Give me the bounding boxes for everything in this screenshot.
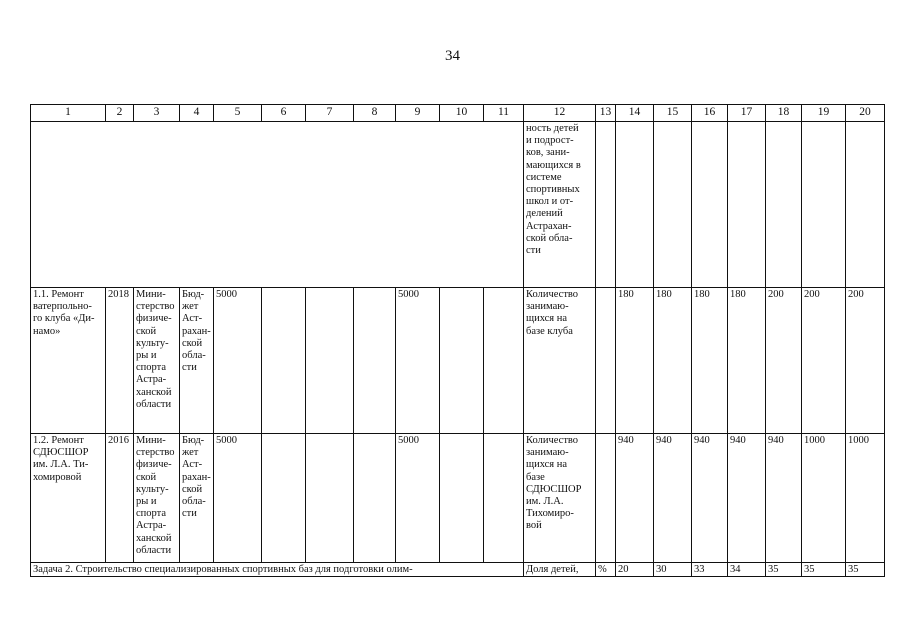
value-cell: 35: [846, 563, 885, 577]
table-cell: [484, 288, 524, 434]
amount-cell: 5000: [396, 434, 440, 563]
table-cell: [354, 288, 396, 434]
amount-cell: 5000: [214, 288, 262, 434]
indicator-cell: Количество занимаю- щихся на базе СДЮСШОР им. Л.А. Тихомиро- вой: [524, 434, 596, 563]
value-cell: 20: [616, 563, 654, 577]
table-cell: [802, 122, 846, 288]
header-cell: 20: [846, 105, 885, 122]
year-cell: 2018: [106, 288, 134, 434]
table-cell: [596, 122, 616, 288]
table-cell: [262, 434, 306, 563]
header-cell: 1: [31, 105, 106, 122]
value-cell: 940: [692, 434, 728, 563]
empty-merged-cell: [31, 122, 524, 288]
value-cell: 34: [728, 563, 766, 577]
header-cell: 9: [396, 105, 440, 122]
unit-cell: [596, 434, 616, 563]
header-cell: 11: [484, 105, 524, 122]
value-cell: 35: [802, 563, 846, 577]
header-cell: 4: [180, 105, 214, 122]
source-cell: Бюд- жет Аст- рахан- ской обла- сти: [180, 288, 214, 434]
amount-cell: 5000: [396, 288, 440, 434]
header-row: [31, 105, 885, 122]
unit-cell: [596, 288, 616, 434]
header-cell: 3: [134, 105, 180, 122]
header-cell: 16: [692, 105, 728, 122]
table-row: [31, 288, 885, 434]
table-cell: [354, 434, 396, 563]
source-cell: Бюд- жет Аст- рахан- ской обла- сти: [180, 434, 214, 563]
value-cell: 940: [616, 434, 654, 563]
header-cell: 2: [106, 105, 134, 122]
table-cell: [484, 434, 524, 563]
table-cell: [440, 288, 484, 434]
value-cell: 180: [654, 288, 692, 434]
table-cell: [306, 434, 354, 563]
table-cell: [440, 434, 484, 563]
header-cell: 18: [766, 105, 802, 122]
task-row: [31, 563, 885, 577]
value-cell: 33: [692, 563, 728, 577]
indicator-text: ность детей и подрост- ков, зани- мающихся в системе спортивных школ и от- делений Астрахан- ской обла- сти: [526, 123, 581, 257]
header-cell: 14: [616, 105, 654, 122]
header-cell: 12: [524, 105, 596, 122]
value-cell: 180: [692, 288, 728, 434]
value-cell: 200: [802, 288, 846, 434]
value-cell: 940: [654, 434, 692, 563]
table-cell: [692, 122, 728, 288]
continuation-row: [31, 122, 885, 288]
table-cell: [616, 122, 654, 288]
table-cell: [766, 122, 802, 288]
program-table: [30, 104, 885, 577]
indicator-cell: Доля детей,: [524, 563, 596, 577]
task-title-cell: Задача 2. Строительство специализированных спортивных баз для подготовки олим-: [31, 563, 524, 577]
header-cell: 17: [728, 105, 766, 122]
table-cell: [306, 288, 354, 434]
indicator-cell: [524, 122, 596, 288]
value-cell: 200: [766, 288, 802, 434]
value-cell: 30: [654, 563, 692, 577]
header-cell: 19: [802, 105, 846, 122]
page-number: 34: [445, 48, 460, 64]
header-cell: 8: [354, 105, 396, 122]
indicator-cell: Количество занимаю- щихся на базе клуба: [524, 288, 596, 434]
header-cell: 5: [214, 105, 262, 122]
value-cell: 200: [846, 288, 885, 434]
value-cell: 940: [728, 434, 766, 563]
value-cell: 35: [766, 563, 802, 577]
header-cell: 6: [262, 105, 306, 122]
unit-cell: %: [596, 563, 616, 577]
header-cell: 10: [440, 105, 484, 122]
executor-cell: Мини- стерство физиче- ской культу- ры и спорта Астра- ханской области: [134, 434, 180, 563]
value-cell: 1000: [846, 434, 885, 563]
header-cell: 15: [654, 105, 692, 122]
header-cell: 7: [306, 105, 354, 122]
value-cell: 1000: [802, 434, 846, 563]
value-cell: 180: [728, 288, 766, 434]
table-cell: [728, 122, 766, 288]
measure-name-cell: 1.2. Ремонт СДЮСШОР им. Л.А. Ти- хомировой: [31, 434, 106, 563]
executor-cell: Мини- стерство физиче- ской культу- ры и спорта Астра- ханской области: [134, 288, 180, 434]
table-cell: [262, 288, 306, 434]
year-cell: 2016: [106, 434, 134, 563]
value-cell: 180: [616, 288, 654, 434]
measure-name-cell: 1.1. Ремонт ватерпольно- го клуба «Ди- намо»: [31, 288, 106, 434]
value-cell: 940: [766, 434, 802, 563]
header-cell: 13: [596, 105, 616, 122]
table-cell: [846, 122, 885, 288]
amount-cell: 5000: [214, 434, 262, 563]
table-row: [31, 434, 885, 563]
table-cell: [654, 122, 692, 288]
